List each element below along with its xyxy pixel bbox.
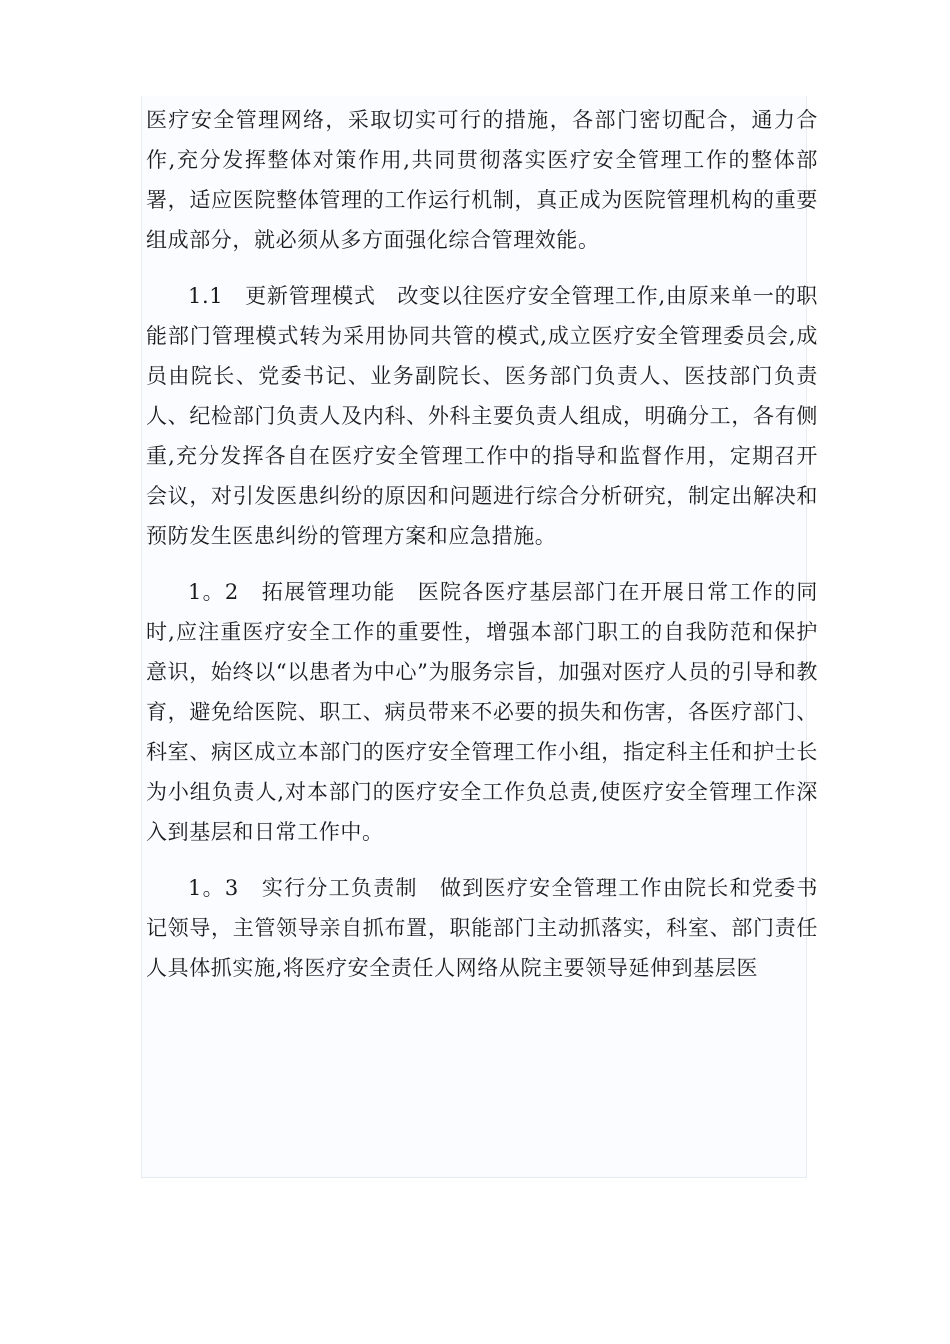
paragraph-continuation: 医疗安全管理网络，采取切实可行的措施，各部门密切配合，通力合作,充分发挥整体对策作用,共同贯彻落实医疗安全管理工作的整体部署，适应医院整体管理的工作运行机制，真正成为医院管理机构的重要组成部分，就必须从多方面强化综合管理效能。 [146, 108, 818, 252]
document-body [146, 100, 818, 988]
paragraph-1-2: 1。2 拓展管理功能 医院各医疗基层部门在开展日常工作的同时,应注重医疗安全工作的重要性，增强本部门职工的自我防范和保护意识，始终以“以患者为中心”为服务宗旨，加强对医疗人员的引导和教育，避免给医院、职工、病员带来不必要的损失和伤害，各医疗部门、科室、病区成立本部门的医疗安全管理工作小组，指定科主任和护士长为小组负责人,对本部门的医疗安全工作负总责,使医疗安全管理工作深入到基层和日常工作中。 [146, 580, 818, 844]
paragraph-1-3: 1。3 实行分工负责制 做到医疗安全管理工作由院长和党委书记领导，主管领导亲自抓布置，职能部门主动抓落实，科室、部门责任人具体抓实施,将医疗安全责任人网络从院主要领导延伸到基层医 [146, 876, 818, 980]
paragraph-1-1: 1.1 更新管理模式 改变以往医疗安全管理工作,由原来单一的职能部门管理模式转为采用协同共管的模式,成立医疗安全管理委员会,成员由院长、党委书记、业务副院长、医务部门负责人、医技部门负责人、纪检部门负责人及内科、外科主要负责人组成，明确分工，各有侧重,充分发挥各自在医疗安全管理工作中的指导和监督作用，定期召开会议，对引发医患纠纷的原因和问题进行综合分析研究，制定出解决和预防发生医患纠纷的管理方案和应急措施。 [146, 284, 818, 548]
